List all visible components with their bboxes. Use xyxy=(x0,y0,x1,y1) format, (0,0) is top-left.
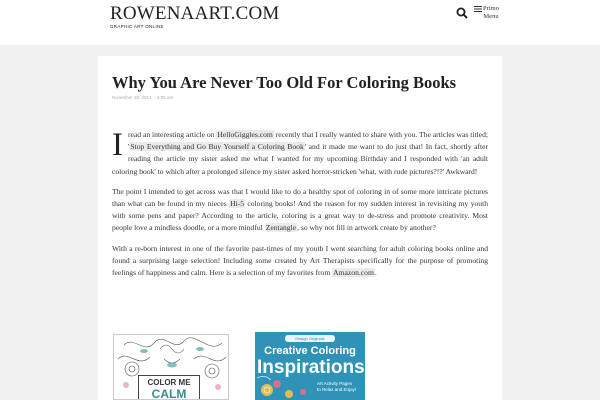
site-title-link[interactable]: ROWENAART.COM xyxy=(110,3,280,24)
book1-title-line2: CALM xyxy=(151,387,187,400)
paragraph-text: read an interesting article on xyxy=(128,130,217,139)
meta-separator: · xyxy=(153,95,156,100)
amazon-link[interactable]: Amazon.com xyxy=(333,268,374,278)
paragraph-text: . xyxy=(374,268,377,278)
paragraph-2 xyxy=(112,186,488,235)
paragraph-text: ' and it made me want to do just that! In fact, shortly after reading the article my sister asked me what I wanted for my upcoming Birthday and I responded with 'an adult coloring book' to which after a prolonged silence my sister asked horror-stricken 'what, with rude pictures?!?' Awkward! xyxy=(112,142,488,176)
book-color-me-calm-image[interactable] xyxy=(113,334,229,400)
paragraph-3 xyxy=(112,243,488,280)
article-time: 4:05 am xyxy=(157,95,174,100)
search-icon[interactable] xyxy=(456,7,468,19)
paragraph-text: The point I intended to get across was that I would like to do a healthy spot of coloring in of some more intricate pictures than what can be found in my nieces xyxy=(112,186,488,209)
site-tagline: GRAPHIC ART ONLINE xyxy=(110,24,164,29)
article-date: November 28, 2014 xyxy=(112,95,152,100)
hellogiggles-link[interactable]: HelloGiggles.com xyxy=(217,130,273,139)
article-body xyxy=(112,129,488,287)
menu-label-line2: Menu xyxy=(483,12,499,20)
drop-cap: I xyxy=(112,127,123,163)
menu-label-line1: Primo xyxy=(483,5,499,12)
paragraph-text: coloring books! And the reason for my sudden interest in revisiting my youth with some pens and paper? According to the article, coloring is a great way to de-stress and promote creativity. Most people love a mindless doodle, or a more mindful xyxy=(112,199,488,233)
book1-title-box xyxy=(138,375,200,400)
site-header xyxy=(0,0,600,45)
book-creative-coloring-inspirations-image[interactable] xyxy=(255,332,365,400)
book2-brand: Design Originals xyxy=(285,335,335,342)
article-card xyxy=(98,56,502,400)
paragraph-text: , so why not fill in artwork create by another? xyxy=(297,223,436,233)
article-title: Why You Are Never Too Old For Coloring Books xyxy=(112,73,457,92)
book2-subtitle-line1: Art Activity Pages xyxy=(317,381,353,386)
paragraph-1 xyxy=(112,129,488,178)
hi5-link[interactable]: Hi-5 xyxy=(230,199,244,209)
book2-title-line2: Inspirations xyxy=(257,357,365,378)
book2-subtitle-line2: to Relax and Enjoy! xyxy=(317,387,357,392)
zentangle-link[interactable]: Zentangle xyxy=(265,223,297,233)
paragraph-text: recently that I really wanted to share with you. The articles was titled; xyxy=(275,130,488,139)
book2-title-line1: Creative Coloring xyxy=(264,345,356,357)
book1-title-line1: COLOR ME xyxy=(147,378,191,387)
article-meta xyxy=(112,95,173,100)
menu-toggle-button[interactable] xyxy=(474,4,504,24)
paragraph-text: With a re-born interest in one of the favorite past-times of my youth I went searching for adult coloring books online and found a surprising large selection! Including some created by Art Therapists specifically for the purpose of promoting feelings of happiness and calm. Here is a selection of my favorites from xyxy=(112,243,488,278)
article-title-link[interactable]: Stop Everything and Go Buy Yourself a Coloring Book xyxy=(130,142,304,152)
book2-subtitle xyxy=(317,381,361,393)
menu-label xyxy=(477,5,505,20)
